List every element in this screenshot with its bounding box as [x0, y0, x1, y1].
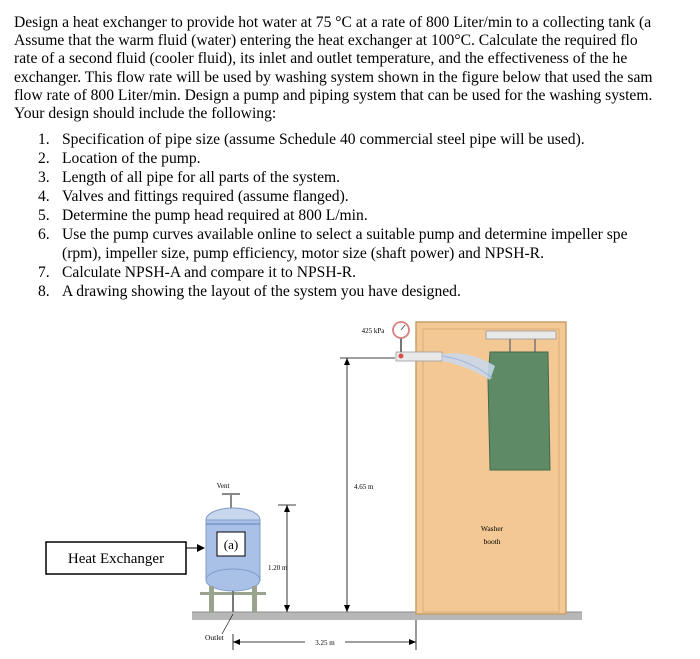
- list-text: Use the pump curves available online to select a suitable pump and determine impeller spe: [62, 226, 628, 243]
- list-item: [38, 206, 628, 225]
- tank-label: (a): [223, 537, 239, 552]
- tank-bottom-head: [206, 569, 260, 591]
- dim-tank-height: 1.20 m: [268, 564, 288, 572]
- list-item: [38, 263, 628, 282]
- paragraph-line: rate of a second fluid (cooler fluid), its inlet and outlet temperature, and the effectiveness of the he: [14, 50, 628, 68]
- dim-arrowhead: [233, 639, 240, 645]
- list-text: Determine the pump head required at 800 L/min.: [62, 207, 368, 224]
- list-text: Length of all pipe for all parts of the system.: [62, 169, 341, 186]
- list-item-continuation: (rpm), impeller size, pump efficiency, motor size (shaft power) and NPSH-R.: [62, 245, 544, 262]
- paragraph-line: Design a heat exchanger to provide hot water at 75 °C at a rate of 800 Liter/min to a collecting tank (a: [14, 14, 652, 31]
- pressure-label: 425 kPa: [361, 327, 385, 335]
- list-text: Location of the pump.: [62, 150, 201, 167]
- pipe-fitting: [399, 354, 404, 359]
- dim-arrowhead: [344, 605, 350, 612]
- list-text: Specification of pipe size (assume Schedule 40 commercial steel pipe will be used).: [62, 131, 585, 148]
- list-item: [38, 225, 628, 244]
- booth-label-line2: booth: [483, 537, 501, 546]
- paragraph-line: Your design should include the following:: [14, 104, 277, 122]
- paragraph-line: exchanger. This flow rate will be used by washing system shown in the figure below that used the sam: [14, 68, 653, 86]
- dim-horizontal: 3.25 m: [315, 639, 335, 647]
- dim-arrowhead: [284, 505, 290, 512]
- requirements-list: [38, 130, 628, 301]
- outlet-label: Outlet: [205, 633, 224, 642]
- tank-leg: [209, 586, 214, 612]
- paragraph-line: flow rate of 800 Liter/min. Design a pump and piping system that can be used for the washing system.: [14, 86, 653, 104]
- booth-label-line1: Washer: [480, 524, 504, 533]
- tank-leg: [252, 586, 257, 612]
- overhead-rail: [486, 331, 556, 339]
- list-number: 8.: [38, 283, 50, 300]
- list-item: [38, 168, 628, 187]
- list-number: 1.: [38, 131, 50, 148]
- list-number: 6.: [38, 226, 50, 243]
- list-item: [38, 187, 628, 206]
- list-number: 2.: [38, 150, 50, 167]
- list-number: 3.: [38, 169, 50, 186]
- list-item: [38, 130, 628, 149]
- list-number: 4.: [38, 188, 50, 205]
- vehicle-in-booth: [488, 352, 550, 470]
- dim-arrowhead: [409, 639, 416, 645]
- list-text: A drawing showing the layout of the system you have designed.: [62, 283, 461, 300]
- dim-arrowhead: [284, 605, 290, 612]
- list-number: 7.: [38, 264, 50, 281]
- list-item: [38, 149, 628, 168]
- paragraph-line: Assume that the warm fluid (water) entering the heat exchanger at 100°C. Calculate the required flo: [14, 32, 638, 50]
- problem-paragraph: [14, 14, 700, 123]
- dim-arrowhead: [344, 358, 350, 365]
- dim-nozzle-height: 4.65 m: [354, 483, 374, 491]
- vent-label: Vent: [216, 482, 230, 490]
- list-item: [38, 282, 628, 301]
- system-figure: [0, 310, 700, 659]
- list-text: Calculate NPSH-A and compare it to NPSH-R.: [62, 264, 357, 281]
- list-text: Valves and fittings required (assume flanged).: [62, 188, 349, 205]
- list-number: 5.: [38, 207, 50, 224]
- heat-exchanger-label: Heat Exchanger: [67, 551, 165, 567]
